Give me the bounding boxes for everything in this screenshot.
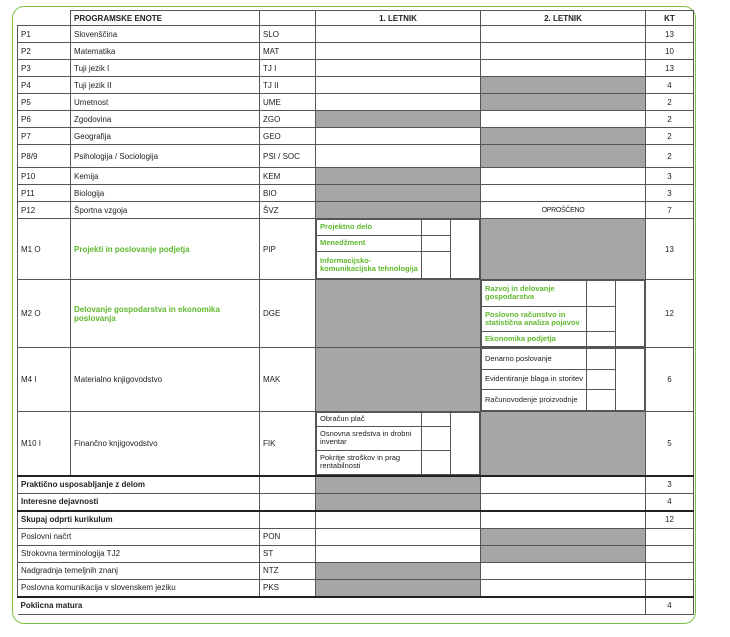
year2-cell [481, 77, 646, 94]
module-code: M1 O [18, 219, 71, 280]
year1-cell [316, 145, 481, 168]
interest-row [18, 493, 694, 511]
open-subject-name: Strokovna terminologija TJ2 [18, 545, 260, 562]
subject-kt: 3 [646, 168, 694, 185]
subject-kt: 2 [646, 94, 694, 111]
subject-name: Psihologija / Sociologija [71, 145, 260, 168]
subject-code: P2 [18, 43, 71, 60]
subject-kt: 3 [646, 185, 694, 202]
year2-cell [481, 111, 646, 128]
interest-label: Interesne dejavnosti [18, 493, 260, 511]
module-name: Finančno knjigovodstvo [71, 412, 260, 476]
module-abbr: PIP [260, 219, 316, 280]
open-subject-row [18, 579, 694, 597]
year1-cell [316, 60, 481, 77]
year1-cell [316, 128, 481, 145]
subject-code: P6 [18, 111, 71, 128]
subject-name: Športna vzgoja [71, 202, 260, 219]
subject-abbr: MAT [260, 43, 316, 60]
unit-item: Obračun plač [317, 413, 422, 427]
practical-kt: 3 [646, 476, 694, 494]
module-abbr: DGE [260, 280, 316, 348]
subject-abbr: GEO [260, 128, 316, 145]
unit-item: Menedžment [317, 235, 422, 251]
open-subject-name: Nadgradnja temeljnih znanj [18, 562, 260, 579]
year1-cell [316, 43, 481, 60]
subject-kt: 2 [646, 111, 694, 128]
module-kt: 6 [646, 348, 694, 412]
module-row-m1 [18, 219, 694, 280]
open-subject-row [18, 562, 694, 579]
module-name: Projekti in poslovanje podjetja [71, 219, 260, 280]
year1-cell [316, 26, 481, 43]
subject-code: P12 [18, 202, 71, 219]
subject-code: P8/9 [18, 145, 71, 168]
module-kt: 13 [646, 219, 694, 280]
module-row-m10 [18, 412, 694, 476]
subject-abbr: ZGO [260, 111, 316, 128]
subject-abbr: TJ I [260, 60, 316, 77]
subject-code: P7 [18, 128, 71, 145]
unit-item: Osnovna sredstva in drobni inventar [317, 426, 422, 450]
subject-abbr: ŠVZ [260, 202, 316, 219]
header-year1: 1. LETNIK [316, 11, 481, 26]
general-subjects [18, 26, 694, 219]
year2-cell [481, 26, 646, 43]
matura-row [18, 597, 694, 615]
curriculum-table [17, 10, 694, 615]
year1-cell [316, 77, 481, 94]
subject-row [18, 145, 694, 168]
subject-row [18, 26, 694, 43]
subject-code: P1 [18, 26, 71, 43]
unit-item: Ekonomika podjetja [482, 332, 587, 347]
matura-kt: 4 [646, 597, 694, 615]
subject-kt: 2 [646, 128, 694, 145]
subject-name: Kemija [71, 168, 260, 185]
subject-name: Biologija [71, 185, 260, 202]
module-code: M2 O [18, 280, 71, 348]
subject-name: Slovenščina [71, 26, 260, 43]
year1-cell [316, 111, 481, 128]
subject-kt: 13 [646, 26, 694, 43]
subject-name: Tuji jezik II [71, 77, 260, 94]
subject-code: P4 [18, 77, 71, 94]
subject-kt: 4 [646, 77, 694, 94]
subject-row [18, 94, 694, 111]
module-year1 [316, 412, 481, 476]
subject-row [18, 168, 694, 185]
subject-row [18, 128, 694, 145]
unit-item: Razvoj in delovanje gospodarstva [482, 281, 587, 307]
open-curriculum-kt: 12 [646, 511, 694, 529]
subject-row [18, 111, 694, 128]
year2-cell [481, 128, 646, 145]
practical-label: Praktično usposabljanje z delom [18, 476, 260, 494]
subject-row [18, 60, 694, 77]
header-year2: 2. LETNIK [481, 11, 646, 26]
subject-row [18, 43, 694, 60]
subject-abbr: UME [260, 94, 316, 111]
unit-item: Evidentiranje blaga in storitev [482, 369, 587, 390]
module-name: Materialno knjigovodstvo [71, 348, 260, 412]
year1-cell [316, 185, 481, 202]
subject-row [18, 185, 694, 202]
subject-abbr: BIO [260, 185, 316, 202]
year2-cell [481, 43, 646, 60]
practical-row [18, 476, 694, 494]
subject-kt: 7 [646, 202, 694, 219]
subject-code: P5 [18, 94, 71, 111]
subject-code: P10 [18, 168, 71, 185]
subject-name: Geografija [71, 128, 260, 145]
unit-item: Pokritje stroškov in prag rentabilnosti [317, 450, 422, 474]
module-abbr: MAK [260, 348, 316, 412]
module-code: M10 I [18, 412, 71, 476]
open-subject-row [18, 545, 694, 562]
subject-code: P3 [18, 60, 71, 77]
subject-abbr: TJ II [260, 77, 316, 94]
year2-cell: OPROŠČENO [481, 202, 646, 219]
subject-abbr: SLO [260, 26, 316, 43]
module-year1 [316, 219, 481, 280]
year2-cell [481, 168, 646, 185]
module-year2 [481, 280, 646, 348]
module-name: Delovanje gospodarstva in ekonomika poslovanja [71, 280, 260, 348]
subject-row [18, 202, 694, 219]
subject-name: Matematika [71, 43, 260, 60]
module-row-m4 [18, 348, 694, 412]
open-subject-name: Poslovna komunikacija v slovenskem jeziku [18, 579, 260, 597]
subject-name: Zgodovina [71, 111, 260, 128]
interest-kt: 4 [646, 493, 694, 511]
subject-name: Umetnost [71, 94, 260, 111]
year1-cell [316, 94, 481, 111]
subject-abbr: KEM [260, 168, 316, 185]
open-curriculum-row [18, 511, 694, 529]
year2-cell [481, 60, 646, 77]
module-code: M4 I [18, 348, 71, 412]
open-subject-name: Poslovni načrt [18, 528, 260, 545]
unit-item: Poslovno računstvo in statistična analiza pojavov [482, 306, 587, 332]
year2-cell [481, 145, 646, 168]
open-subject-abbr: PON [260, 528, 316, 545]
subject-kt: 13 [646, 60, 694, 77]
module-row-m2 [18, 280, 694, 348]
header-row [18, 11, 694, 26]
subject-abbr: PSI / SOC [260, 145, 316, 168]
unit-item: Informacijsko-komunikacijska tehnologija [317, 251, 422, 278]
open-subject-abbr: NTZ [260, 562, 316, 579]
module-kt: 12 [646, 280, 694, 348]
subject-name: Tuji jezik I [71, 60, 260, 77]
year2-cell [481, 185, 646, 202]
unit-item: Denarno poslovanje [482, 349, 587, 370]
year1-cell [316, 202, 481, 219]
open-curriculum-label: Skupaj odprti kurikulum [18, 511, 260, 529]
subject-kt: 10 [646, 43, 694, 60]
module-kt: 5 [646, 412, 694, 476]
subject-code: P11 [18, 185, 71, 202]
year2-cell [481, 94, 646, 111]
open-subject-abbr: ST [260, 545, 316, 562]
subject-kt: 2 [646, 145, 694, 168]
matura-label: Poklicna matura [18, 597, 646, 615]
unit-item: Projektno delo [317, 220, 422, 236]
open-subject-row [18, 528, 694, 545]
module-abbr: FIK [260, 412, 316, 476]
open-subjects [18, 528, 694, 597]
module-year2 [481, 348, 646, 412]
subject-row [18, 77, 694, 94]
year1-cell [316, 168, 481, 185]
header-kt: KT [646, 11, 694, 26]
open-subject-abbr: PKS [260, 579, 316, 597]
header-unit: PROGRAMSKE ENOTE [71, 11, 260, 26]
unit-item: Računovodenje proizvodnje [482, 390, 587, 411]
